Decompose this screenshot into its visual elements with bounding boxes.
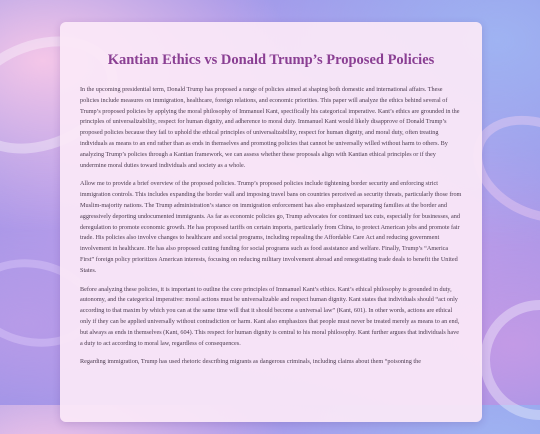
paragraph-intro: In the upcoming presidential term, Donald Trump has proposed a range of policies aimed at shaping both domestic and international affairs. These policies include measures on immigration, healthcare, foreign relations, and economic priorities. This paper will analyze the ethics behind several of Trump’s proposed policies by applying the moral philosophy of Immanuel Kant, specifically his categorical imperative. Kant’s ethics are grounded in the principles of universalizability, respect for human dignity, and adherence to moral duty. Immanuel Kant would likely disapprove of Donald Trump’s proposed policies because they fail to uphold the ethical principles of universalizability, respect for human dignity, and moral duty, often treating individuals as means to an end rather than as ends in themselves and promoting policies that cannot be universally willed without harm to others. By analyzing Trump’s policies through a Kantian framework, we can assess whether these proposals align with Kantian ethical principles or if they undermine moral duties toward individuals and society as a whole. xyxy=(80,86,460,169)
document-card xyxy=(60,22,482,422)
paragraph-immigration: Regarding immigration, Trump has used rhetoric describing migrants as dangerous criminals, including claims about them “poisoning the xyxy=(80,358,421,366)
paragraph-policy-overview: Allow me to provide a brief overview of the proposed policies. Trump’s proposed policies include tightening border security and enforcing strict immigration controls. This includes expanding the border wall and imposing travel bans on countries perceived as security threats, particularly those from Muslim-majority nations. The Trump administration’s stance on immigration enforcement has also emphasized separating families at the border and aggressively deporting undocumented immigrants. As far as economic policies go, Trump advocates for continued tax cuts, especially for businesses, and deregulation to promote economic growth. He has proposed tariffs on certain imports, particularly from China, to protect American jobs and promote fair trade. His policies also involve changes to healthcare and social programs, including repealing the Affordable Care Act and reducing government involvement in healthcare. He has also proposed cutting funding for social programs such as food assistance and welfare. Finally, Trump’s “America First” foreign policy prioritizes American interests, focusing on reducing military involvement abroad and renegotiating trade deals to benefit the United States. xyxy=(80,180,462,274)
paragraph-kant-principles: Before analyzing these policies, it is important to outline the core principles of Immanuel Kant’s ethics. Kant’s ethical philosophy is grounded in duty, autonomy, and the categorical imperative: moral actions must be universalizable and respect human dignity. Kant states that individuals should “act only according to that maxim by which you can at the same time will that it should become a universal law” (Kant, 601). In other words, actions are ethical only if they can be applied universally without contradiction or harm. Kant also emphasizes that people must never be treated merely as means to an end, but always as ends in themselves (Kant, 604). This respect for human dignity is central to his moral philosophy. Kant further argues that individuals have a duty to act according to moral law, regardless of consequences. xyxy=(80,285,460,347)
document-title: Kantian Ethics vs Donald Trump’s Proposed Policies xyxy=(107,52,435,68)
